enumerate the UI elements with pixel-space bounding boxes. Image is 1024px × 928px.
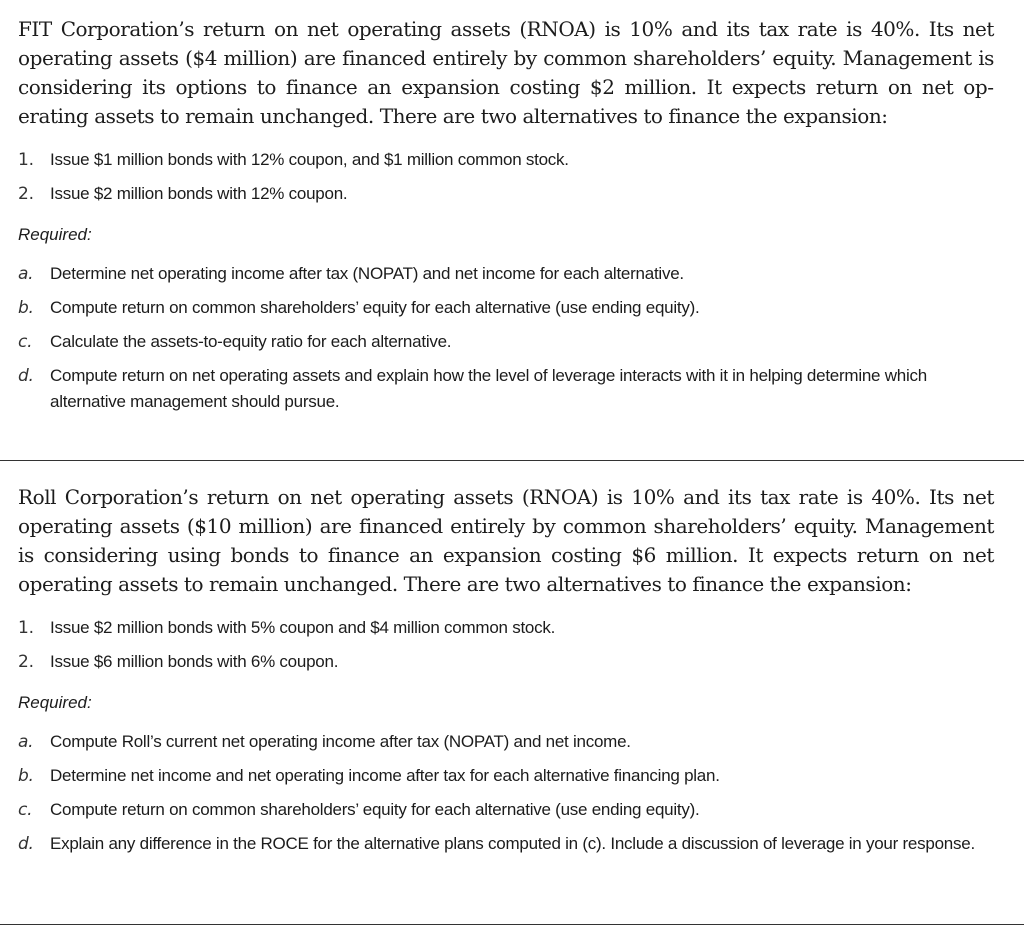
- section-divider: [0, 924, 1024, 925]
- requirement-item: [18, 831, 994, 857]
- requirement-text: Compute return on common shareholders’ equity for each alternative (use ending equity).: [50, 800, 700, 819]
- alternatives-list: [18, 611, 994, 679]
- item-letter: b.: [18, 766, 34, 786]
- alternative-text: Issue $1 million bonds with 12% coupon, and $1 million common stock.: [50, 150, 569, 169]
- requirement-item: [18, 363, 994, 415]
- requirement-item: [18, 763, 994, 789]
- requirements-list: [18, 261, 994, 415]
- requirements-list: [18, 729, 994, 857]
- item-letter: d.: [18, 834, 34, 854]
- requirement-text: Calculate the assets-to-equity ratio for each alternative.: [50, 332, 452, 351]
- requirement-item: [18, 797, 994, 823]
- requirement-text: Compute Roll’s current net operating income after tax (NOPAT) and net income.: [50, 732, 631, 751]
- problem-roll-corporation: [18, 483, 994, 865]
- requirement-item: [18, 329, 994, 355]
- item-letter: d.: [18, 366, 34, 386]
- alternative-item: [18, 143, 994, 177]
- item-number: 2.: [18, 184, 34, 204]
- alternatives-list: [18, 143, 994, 211]
- alternative-text: Issue $2 million bonds with 5% coupon and $4 million common stock.: [50, 618, 556, 637]
- required-label: Required:: [18, 693, 92, 712]
- required-label: Required:: [18, 225, 92, 244]
- requirement-item: [18, 261, 994, 287]
- item-number: 1.: [18, 150, 34, 170]
- alternative-item: [18, 177, 994, 211]
- item-number: 1.: [18, 618, 34, 638]
- problem-fit-corporation: [18, 15, 994, 423]
- item-letter: c.: [18, 332, 33, 352]
- item-letter: c.: [18, 800, 33, 820]
- requirement-text: Determine net income and net operating income after tax for each alternative financing plan.: [50, 766, 720, 785]
- item-letter: a.: [18, 732, 34, 752]
- problem-prompt: Roll Corporation’s return on net operating assets (RNOA) is 10% and its tax rate is 40%. Its net operating assets ($10 million) are financed entirely by common shareholders’ equity. Management is considering using bonds to finance an expansion costing $6 million. It expects return on net operating assets to remain unchanged. There are two alternatives to finance the expansion:: [18, 485, 994, 596]
- requirement-text: Compute return on net operating assets and explain how the level of leverage interacts with it in helping determine which alternative management should pursue.: [50, 366, 927, 411]
- requirement-text: Explain any difference in the ROCE for the alternative plans computed in (c). Include a discussion of leverage in your response.: [50, 834, 975, 853]
- problem-prompt: FIT Corporation’s return on net operating assets (RNOA) is 10% and its tax rate is 40%. Its net operating assets ($4 million) are financed entirely by common shareholders’ equity. Management is considering its options to finance an expansion costing $2 million. It expects return on net operating assets to remain unchanged. There are two alternatives to finance the expansion:: [18, 17, 994, 128]
- alternative-text: Issue $2 million bonds with 12% coupon.: [50, 184, 348, 203]
- alternative-text: Issue $6 million bonds with 6% coupon.: [50, 652, 339, 671]
- item-letter: b.: [18, 298, 34, 318]
- requirement-text: Determine net operating income after tax (NOPAT) and net income for each alternative.: [50, 264, 684, 283]
- requirement-item: [18, 295, 994, 321]
- requirement-text: Compute return on common shareholders’ equity for each alternative (use ending equity).: [50, 298, 700, 317]
- requirement-item: [18, 729, 994, 755]
- alternative-item: [18, 645, 994, 679]
- alternative-item: [18, 611, 994, 645]
- item-letter: a.: [18, 264, 34, 284]
- item-number: 2.: [18, 652, 34, 672]
- section-divider: [0, 460, 1024, 461]
